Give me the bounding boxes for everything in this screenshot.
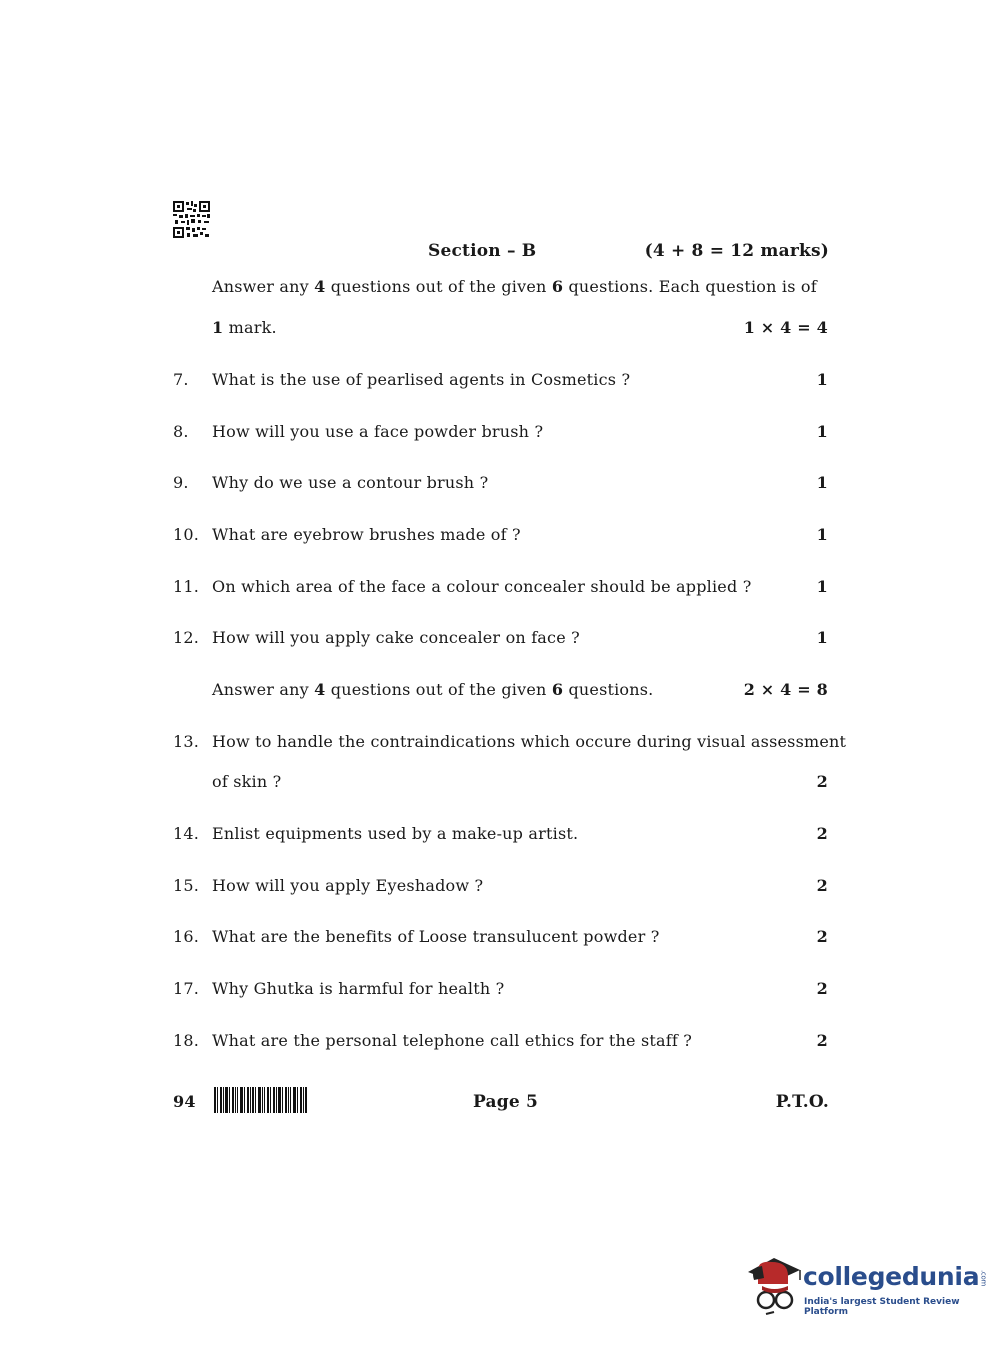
question-text: What is the use of pearlised agents in Cosmetics ?: [212, 370, 631, 389]
question-number: 14.: [173, 824, 200, 843]
question-number: 17.: [173, 979, 200, 998]
instruction-2-marks: 2 × 4 = 8: [743, 680, 828, 699]
question-text: Why do we use a contour brush ?: [212, 473, 489, 492]
pto-label: P.T.O.: [775, 1092, 829, 1112]
question-text: What are the personal telephone call ethics for the staff ?: [212, 1031, 693, 1050]
question-text: Why Ghutka is harmful for health ?: [212, 979, 505, 998]
question-mark: 2: [816, 979, 828, 998]
question-text: Enlist equipments used by a make-up artist.: [212, 824, 579, 843]
question-mark: 2: [816, 927, 828, 946]
question-text: What are eyebrow brushes made of ?: [212, 525, 521, 544]
question-number: 18.: [173, 1031, 200, 1050]
paper-code: 94: [173, 1092, 196, 1111]
question-text: How will you apply Eyeshadow ?: [212, 876, 484, 895]
question-number: 12.: [173, 628, 200, 647]
logo-suffix: .com: [979, 1270, 988, 1286]
question-number: 9.: [173, 473, 189, 492]
instruction-line-1: Answer any 4 questions out of the given 6 questions. Each question is of: [212, 277, 817, 296]
question-mark: 1: [816, 525, 828, 544]
question-text: How will you use a face powder brush ?: [212, 422, 544, 441]
section-title: Section – B: [428, 241, 537, 261]
question-number: 16.: [173, 927, 200, 946]
question-mark: 1: [816, 577, 828, 596]
question-mark: 2: [816, 772, 828, 791]
question-number: 7.: [173, 370, 189, 389]
instruction-line-2: 1 mark.: [212, 318, 277, 337]
question-mark: 1: [816, 473, 828, 492]
question-number: 15.: [173, 876, 200, 895]
logo-tagline: India's largest Student Review Platform: [804, 1297, 960, 1317]
instruction-2: Answer any 4 questions out of the given 6 questions.: [212, 680, 654, 699]
question-mark: 1: [816, 422, 828, 441]
question-mark: 1: [816, 628, 828, 647]
question-mark: 2: [816, 876, 828, 895]
page-number: Page 5: [473, 1092, 538, 1112]
question-mark: 2: [816, 824, 828, 843]
question-text: How to handle the contraindications which occure during visual assessment: [212, 732, 847, 751]
question-number: 11.: [173, 577, 200, 596]
question-text: What are the benefits of Loose transulucent powder ?: [212, 927, 660, 946]
logo-wordmark: collegedunia.com: [803, 1262, 988, 1291]
question-text: On which area of the face a colour concealer should be applied ?: [212, 577, 752, 596]
question-number: 10.: [173, 525, 200, 544]
barcode: [214, 1087, 308, 1113]
collegedunia-logo-icon: [744, 1250, 802, 1318]
instruction-marks: 1 × 4 = 4: [743, 318, 828, 337]
section-total-marks: (4 + 8 = 12 marks): [644, 241, 829, 261]
question-mark: 1: [816, 370, 828, 389]
question-mark: 2: [816, 1031, 828, 1050]
qr-code: [173, 201, 210, 238]
question-number: 8.: [173, 422, 189, 441]
question-text-continued: of skin ?: [212, 772, 282, 791]
question-number: 13.: [173, 732, 200, 751]
question-text: How will you apply cake concealer on face ?: [212, 628, 580, 647]
